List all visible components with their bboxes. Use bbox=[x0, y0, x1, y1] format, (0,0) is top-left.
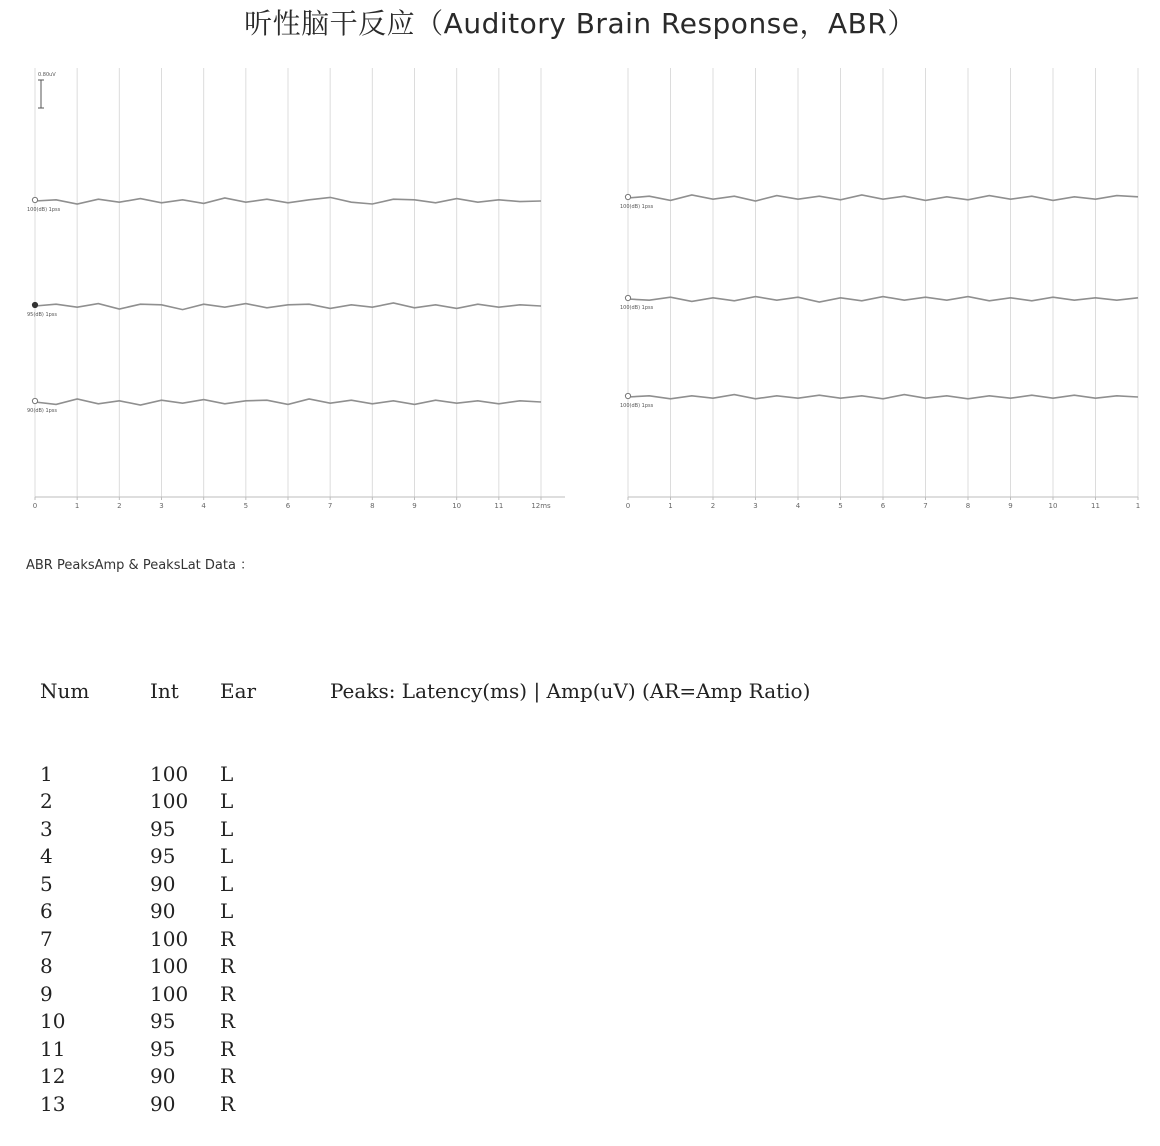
x-tick-label: 10 bbox=[452, 502, 462, 510]
table-header-row bbox=[40, 678, 810, 706]
x-tick-label: 0 bbox=[625, 502, 631, 510]
trace-label: 100(dB) 1pss bbox=[620, 305, 654, 311]
cell-num: 2 bbox=[40, 789, 53, 813]
cell-int: 100 bbox=[150, 761, 189, 786]
x-tick-label: 5 bbox=[243, 502, 249, 510]
cell-num: 10 bbox=[40, 1009, 66, 1033]
cell-ear: R bbox=[220, 954, 236, 978]
section-label: ABR PeaksAmp & PeaksLat Data ： bbox=[26, 558, 254, 573]
x-tick-label: 2 bbox=[710, 502, 716, 510]
x-tick-label: 3 bbox=[159, 502, 164, 510]
table-row bbox=[40, 953, 810, 981]
scale-bar-label: 0.80uV bbox=[38, 72, 56, 78]
x-tick-label: 4 bbox=[201, 502, 206, 510]
x-tick-label: 9 bbox=[1008, 502, 1013, 510]
x-tick-label: 4 bbox=[795, 502, 801, 510]
cell-ear: L bbox=[220, 899, 234, 923]
trace-start-marker bbox=[32, 197, 37, 202]
x-tick-label: 1 bbox=[668, 502, 673, 510]
table-row bbox=[40, 1036, 810, 1064]
abr-plot-left bbox=[20, 60, 580, 515]
table-row bbox=[40, 981, 810, 1009]
x-tick-label: 9 bbox=[412, 502, 417, 510]
cell-num: 6 bbox=[40, 899, 53, 923]
x-tick-label: 11 bbox=[1091, 502, 1100, 510]
cell-ear: R bbox=[220, 1009, 236, 1033]
table-row bbox=[40, 1008, 810, 1036]
cell-num: 11 bbox=[40, 1036, 66, 1061]
page-title: 听性脑干反应（Auditory Brain Response，ABR） bbox=[244, 7, 916, 40]
cell-ear: L bbox=[220, 871, 234, 896]
trace-label: 90(dB) 1pss bbox=[27, 408, 58, 414]
cell-int: 90 bbox=[150, 871, 176, 896]
x-tick-label: 7 bbox=[327, 502, 333, 510]
header-peaks: Peaks: Latency(ms) | Amp(uV) (AR=Amp Ratio) bbox=[330, 679, 811, 703]
header-ear: Ear bbox=[220, 679, 257, 703]
peaks-table bbox=[40, 623, 810, 1146]
trace-label: 100(dB) 1pss bbox=[620, 403, 654, 409]
cell-int: 95 bbox=[150, 844, 176, 868]
x-tick-label: 11 bbox=[494, 502, 504, 510]
x-tick-label: 1 bbox=[1135, 502, 1141, 510]
cell-int: 95 bbox=[150, 1009, 176, 1033]
cell-int: 100 bbox=[150, 981, 189, 1006]
cell-ear: R bbox=[220, 1036, 236, 1061]
trace-label: 95(dB) 1pss bbox=[27, 312, 58, 318]
x-tick-label: 6 bbox=[880, 502, 886, 510]
cell-int: 100 bbox=[150, 954, 189, 978]
table-body bbox=[40, 761, 810, 1119]
cell-num: 3 bbox=[40, 816, 53, 841]
trace-start-marker bbox=[625, 295, 630, 300]
x-tick-label: 12ms bbox=[531, 502, 551, 510]
header-int: Int bbox=[150, 679, 179, 703]
trace-label: 100(dB) 1pss bbox=[620, 204, 654, 210]
cell-int: 90 bbox=[150, 899, 176, 923]
cell-int: 100 bbox=[150, 789, 189, 813]
abr-plot-right bbox=[615, 60, 1145, 515]
x-tick-label: 8 bbox=[370, 502, 375, 510]
trace-start-marker bbox=[625, 393, 630, 398]
header-num: Num bbox=[40, 679, 90, 703]
cell-ear: R bbox=[220, 1064, 236, 1088]
x-tick-label: 10 bbox=[1048, 502, 1058, 510]
cell-ear: R bbox=[220, 1091, 236, 1116]
cell-num: 7 bbox=[40, 926, 53, 951]
x-tick-label: 5 bbox=[838, 502, 843, 510]
table-row bbox=[40, 871, 810, 899]
cell-num: 13 bbox=[40, 1091, 66, 1116]
cell-num: 9 bbox=[40, 981, 53, 1006]
x-tick-label: 1 bbox=[74, 502, 80, 510]
cell-num: 4 bbox=[40, 844, 53, 868]
table-row bbox=[40, 926, 810, 954]
cell-num: 1 bbox=[40, 761, 53, 786]
cell-ear: L bbox=[220, 789, 234, 813]
cell-int: 90 bbox=[150, 1091, 176, 1116]
cell-num: 12 bbox=[40, 1064, 66, 1088]
x-tick-label: 7 bbox=[923, 502, 928, 510]
x-tick-label: 3 bbox=[753, 502, 758, 510]
cell-num: 8 bbox=[40, 954, 53, 978]
cell-int: 95 bbox=[150, 816, 176, 841]
table-row bbox=[40, 1091, 810, 1119]
cell-ear: R bbox=[220, 981, 236, 1006]
cell-int: 100 bbox=[150, 926, 189, 951]
x-tick-label: 8 bbox=[965, 502, 971, 510]
table-row bbox=[40, 761, 810, 789]
x-tick-label: 0 bbox=[32, 502, 38, 510]
cell-ear: L bbox=[220, 844, 234, 868]
table-row bbox=[40, 1063, 810, 1091]
table-row bbox=[40, 898, 810, 926]
trace-label: 100(dB) 1pss bbox=[27, 207, 61, 213]
cell-int: 95 bbox=[150, 1036, 176, 1061]
table-row bbox=[40, 843, 810, 871]
cell-num: 5 bbox=[40, 871, 53, 896]
trace-start-marker bbox=[32, 398, 37, 403]
x-tick-label: 2 bbox=[117, 502, 122, 510]
table-row bbox=[40, 788, 810, 816]
trace-start-marker bbox=[32, 302, 37, 307]
cell-ear: R bbox=[220, 926, 236, 951]
trace-start-marker bbox=[625, 194, 630, 199]
cell-ear: L bbox=[220, 761, 234, 786]
x-tick-label: 6 bbox=[285, 502, 291, 510]
table-row bbox=[40, 816, 810, 844]
cell-int: 90 bbox=[150, 1064, 176, 1088]
cell-ear: L bbox=[220, 816, 234, 841]
